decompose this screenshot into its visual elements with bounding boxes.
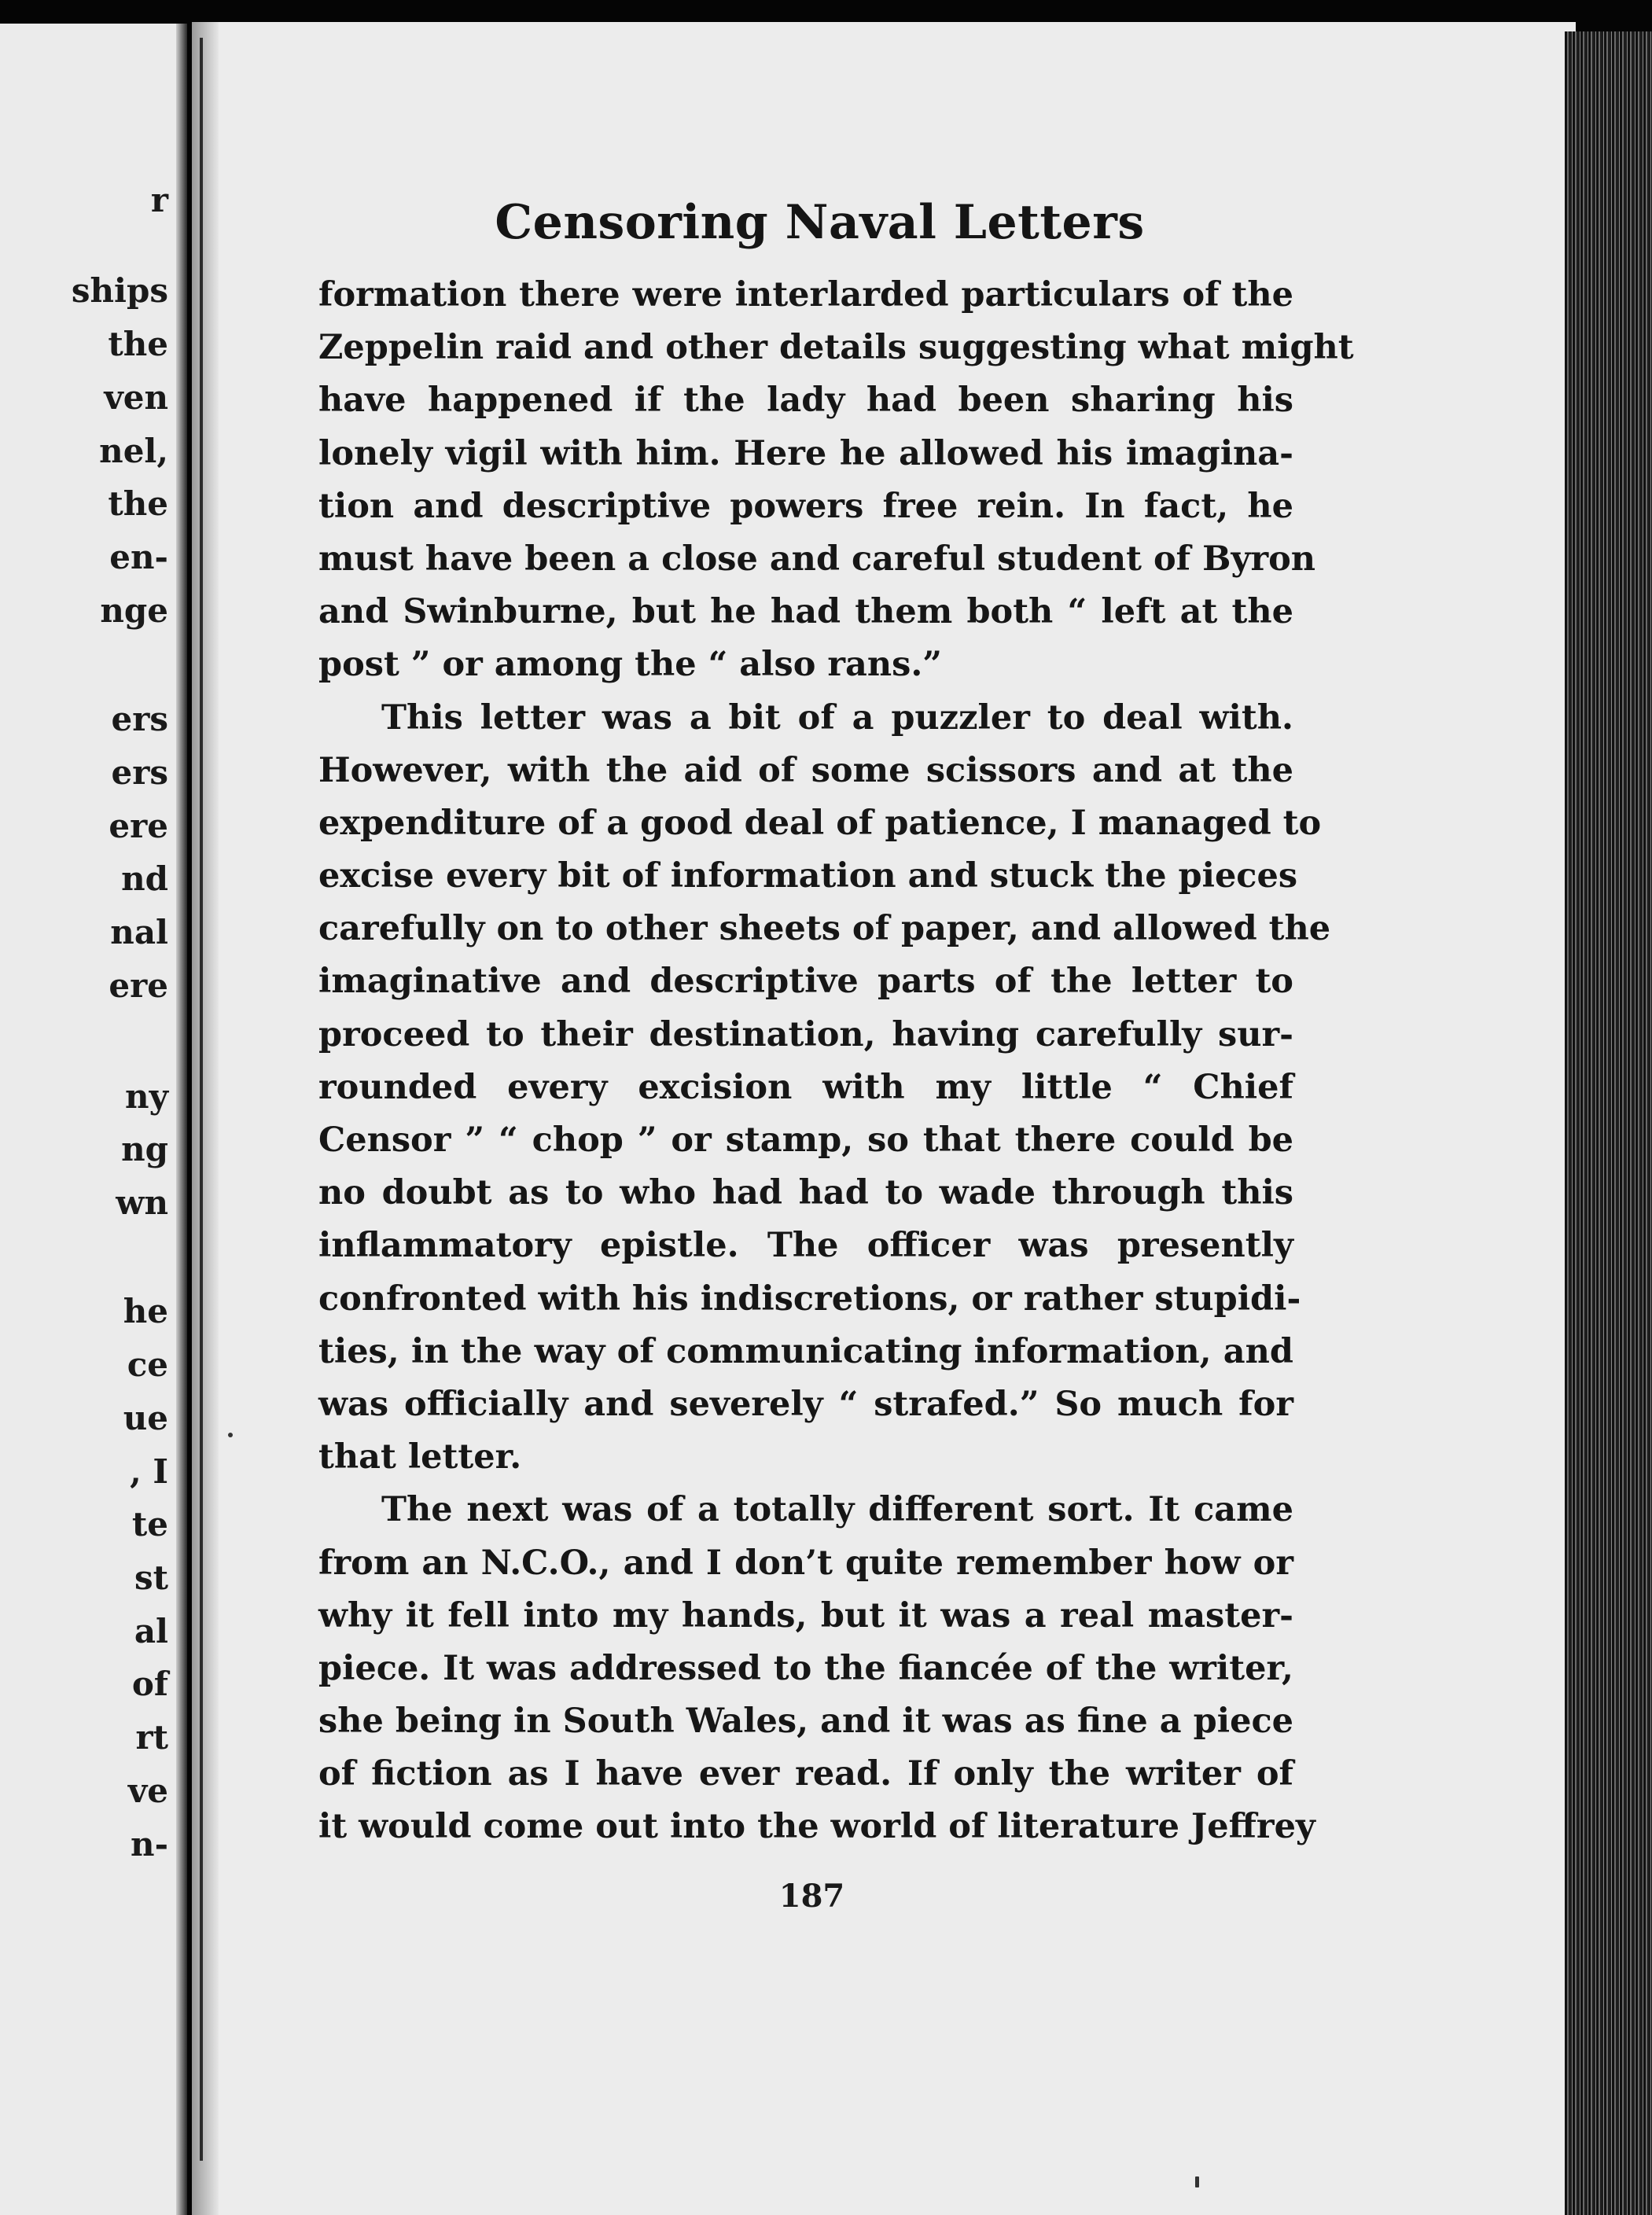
- facing-page-fragment: ers: [111, 753, 168, 792]
- facing-page-fragment: ue: [123, 1399, 168, 1437]
- facing-page-fragment: rt: [135, 1718, 168, 1757]
- text-line: expenditure of a good deal of patience, I managed to: [318, 803, 1322, 843]
- facing-page-fragment: n-: [131, 1825, 168, 1864]
- facing-page-fragment: , I: [130, 1452, 168, 1491]
- text-line: must have been a close and careful student of Byron: [318, 539, 1316, 579]
- text-line: why it fell into my hands, but it was a real master-: [318, 1595, 1293, 1635]
- text-line: Censor ” “ chop ” or stamp, so that there could be: [318, 1120, 1293, 1160]
- facing-page-fragment: nel,: [99, 432, 168, 470]
- text-line: ties, in the way of communicating information, and: [318, 1331, 1293, 1371]
- text-line: inflammatory epistle. The officer was presently: [318, 1226, 1293, 1266]
- text-line: confronted with his indiscretions, or rather stupidi-: [318, 1279, 1301, 1319]
- facing-page-fragment: the: [108, 325, 168, 363]
- text-line: from an N.C.O., and I don’t quite remember how or: [318, 1543, 1293, 1583]
- facing-page-fragment: ve: [127, 1772, 168, 1810]
- facing-page-fragment: al: [134, 1612, 168, 1650]
- page-number: 187: [778, 1878, 845, 1915]
- facing-page-fragment: nal: [110, 913, 168, 951]
- facing-page-fragment: r: [150, 181, 168, 219]
- text-line: of fiction as I have ever read. If only the writer of: [318, 1754, 1293, 1794]
- scan-speck: [1195, 2176, 1199, 2187]
- text-line: and Swinburne, but he had them both “ left at the: [318, 592, 1293, 632]
- text-line: The next was of a totally different sort. It came: [381, 1490, 1293, 1530]
- text-line: proceed to their destination, having carefully sur-: [318, 1014, 1293, 1054]
- text-line: This letter was a bit of a puzzler to deal with.: [381, 697, 1293, 738]
- text-line: formation there were interlarded particulars of the: [318, 275, 1293, 315]
- facing-page-fragment: the: [108, 484, 168, 523]
- facing-page-fragment: te: [131, 1505, 168, 1544]
- facing-page-fragment: ships: [71, 271, 168, 310]
- text-line: no doubt as to who had had to wade through this: [318, 1173, 1293, 1213]
- scan-speck: [228, 1433, 233, 1437]
- facing-page-fragment: of: [131, 1665, 168, 1703]
- page-binding-edge: [200, 38, 203, 2161]
- running-header: Censoring Naval Letters: [495, 195, 1145, 250]
- facing-page-fragment: ere: [109, 966, 168, 1005]
- facing-page-fragment: ce: [127, 1345, 168, 1384]
- facing-page-fragment: en-: [109, 538, 168, 576]
- facing-page-fragment: ers: [111, 700, 168, 738]
- text-line: that letter.: [318, 1437, 522, 1477]
- text-line: have happened if the lady had been sharing his: [318, 381, 1293, 421]
- text-line: piece. It was addressed to the fiancée of the writer,: [318, 1648, 1293, 1688]
- facing-page-fragment: ere: [109, 807, 168, 845]
- text-line: she being in South Wales, and it was as fine a piece: [318, 1702, 1293, 1742]
- facing-page-fragment: nd: [121, 859, 168, 898]
- text-line: lonely vigil with him. Here he allowed his imagina-: [318, 433, 1293, 473]
- text-line: it would come out into the world of literature Jeffrey: [318, 1807, 1315, 1847]
- facing-page-fragment: st: [134, 1558, 168, 1597]
- text-line: carefully on to other sheets of paper, and allowed the: [318, 909, 1331, 949]
- text-line: However, with the aid of some scissors and at the: [318, 750, 1293, 790]
- facing-page-fragment: ven: [104, 378, 168, 417]
- facing-page-fragment: ng: [121, 1130, 168, 1168]
- text-line: tion and descriptive powers free rein. In fact, he: [318, 486, 1293, 526]
- facing-page-fragment: nge: [100, 591, 168, 630]
- facing-page-fragment: he: [123, 1292, 168, 1330]
- text-line: Zeppelin raid and other details suggesting what might: [318, 328, 1354, 368]
- text-line: was officially and severely “ strafed.” So much for: [318, 1384, 1293, 1424]
- facing-page-fragment: wn: [116, 1183, 168, 1222]
- facing-page-fragment: ny: [125, 1077, 168, 1116]
- text-line: post ” or among the “ also rans.”: [318, 645, 943, 685]
- text-line: excise every bit of information and stuck the pieces: [318, 856, 1298, 896]
- text-line: rounded every excision with my little “ Chief: [318, 1067, 1293, 1107]
- text-line: imaginative and descriptive parts of the letter to: [318, 962, 1293, 1002]
- body-text: [318, 269, 1354, 1854]
